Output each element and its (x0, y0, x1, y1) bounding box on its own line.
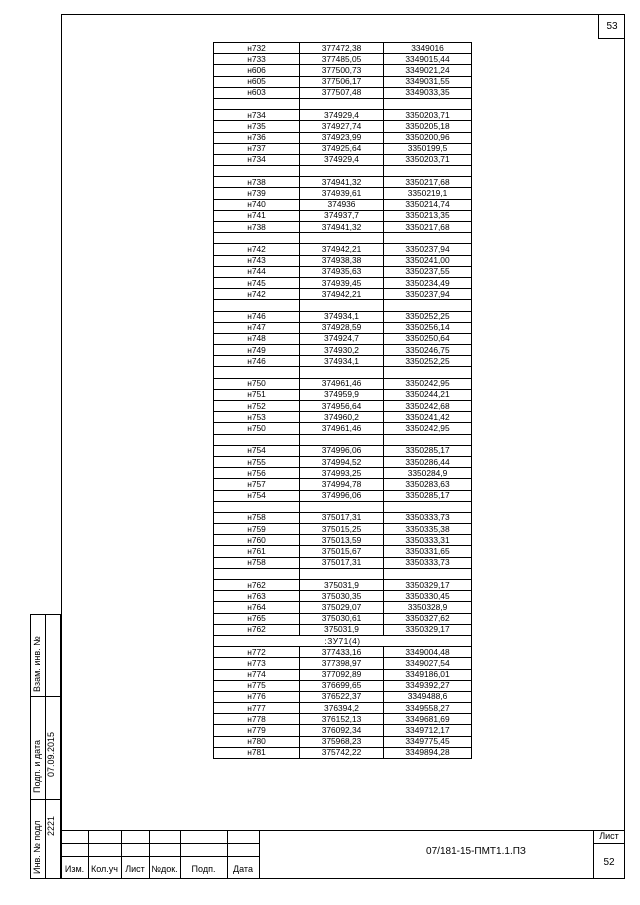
table-row (214, 367, 472, 378)
point-cell: н762 (214, 580, 300, 591)
table-row (214, 143, 472, 154)
point-cell (214, 233, 300, 244)
table-row (214, 501, 472, 512)
x-cell: 374937,7 (300, 210, 384, 221)
vzam-inv-label: Взам. инв. № (32, 636, 42, 692)
table-row (214, 423, 472, 434)
y-cell: 3349016 (384, 43, 472, 54)
x-cell (300, 434, 384, 445)
point-cell: н741 (214, 210, 300, 221)
x-cell (300, 98, 384, 109)
x-cell: 376394,2 (300, 703, 384, 714)
x-cell: 374960,2 (300, 412, 384, 423)
x-cell: 374941,32 (300, 177, 384, 188)
x-cell: 376522,37 (300, 691, 384, 702)
y-cell: 3350200,96 (384, 132, 472, 143)
point-cell (214, 300, 300, 311)
y-cell: 3350213,35 (384, 210, 472, 221)
x-cell (300, 568, 384, 579)
x-cell: 374993,25 (300, 468, 384, 479)
x-cell: 375017,31 (300, 557, 384, 568)
table-row (214, 669, 472, 680)
x-cell: 377398,97 (300, 658, 384, 669)
point-cell: н603 (214, 87, 300, 98)
point-cell: н732 (214, 43, 300, 54)
x-cell: 374959,9 (300, 389, 384, 400)
point-cell: н781 (214, 747, 300, 758)
x-cell (300, 367, 384, 378)
x-cell (300, 166, 384, 177)
table-row (214, 333, 472, 344)
x-cell: 374924,7 (300, 333, 384, 344)
point-cell: н775 (214, 680, 300, 691)
point-cell (214, 166, 300, 177)
x-cell: 374942,21 (300, 244, 384, 255)
y-cell: 3350327,62 (384, 613, 472, 624)
point-cell: н746 (214, 311, 300, 322)
point-cell: н751 (214, 389, 300, 400)
table-row (214, 647, 472, 658)
y-cell (384, 568, 472, 579)
y-cell: 3349021,24 (384, 65, 472, 76)
table-row (214, 401, 472, 412)
x-cell: 374934,1 (300, 356, 384, 367)
x-cell: 374994,78 (300, 479, 384, 490)
x-cell: 374939,61 (300, 188, 384, 199)
point-cell: н738 (214, 177, 300, 188)
podp-label: Подп. (191, 864, 216, 874)
point-cell: н758 (214, 512, 300, 523)
x-cell: 374996,06 (300, 490, 384, 501)
y-cell: 3350219,1 (384, 188, 472, 199)
point-cell: н760 (214, 535, 300, 546)
table-row (214, 311, 472, 322)
x-cell: 375017,31 (300, 512, 384, 523)
point-cell: н742 (214, 244, 300, 255)
document-code: 07/181-15-ПМТ1.1.ПЗ (426, 846, 526, 857)
x-cell: 374928,59 (300, 322, 384, 333)
y-cell: 3350242,68 (384, 401, 472, 412)
coordinates-table (213, 42, 472, 759)
table-row (214, 512, 472, 523)
y-cell: 3349488,6 (384, 691, 472, 702)
table-row (214, 490, 472, 501)
point-cell: н740 (214, 199, 300, 210)
point-cell: н777 (214, 703, 300, 714)
y-cell: 3349033,35 (384, 87, 472, 98)
point-cell: н746 (214, 356, 300, 367)
point-cell: н779 (214, 725, 300, 736)
list-label: Лист (125, 864, 145, 874)
point-cell (214, 434, 300, 445)
point-cell: н744 (214, 266, 300, 277)
title-block (61, 830, 625, 879)
x-cell: 374929,4 (300, 110, 384, 121)
point-cell: н778 (214, 714, 300, 725)
y-cell: 3350333,31 (384, 535, 472, 546)
kol-uch-label: Кол.уч (91, 864, 118, 874)
point-cell: н745 (214, 277, 300, 288)
point-cell: н605 (214, 76, 300, 87)
point-cell: н733 (214, 54, 300, 65)
y-cell (384, 98, 472, 109)
point-cell: н763 (214, 591, 300, 602)
table-row (214, 110, 472, 121)
x-cell: 375015,25 (300, 524, 384, 535)
point-cell: н750 (214, 378, 300, 389)
table-row (214, 714, 472, 725)
table-row (214, 658, 472, 669)
y-cell: 3349004,48 (384, 647, 472, 658)
x-cell: 374961,46 (300, 378, 384, 389)
top-page-number: 53 (598, 14, 625, 39)
point-cell: н750 (214, 423, 300, 434)
section-row (214, 635, 472, 646)
table-row (214, 54, 472, 65)
table-row (214, 289, 472, 300)
table-row (214, 680, 472, 691)
y-cell: 3350217,68 (384, 177, 472, 188)
table-row (214, 535, 472, 546)
x-cell: 377433,16 (300, 647, 384, 658)
x-cell: 375015,67 (300, 546, 384, 557)
table-row (214, 322, 472, 333)
y-cell (384, 434, 472, 445)
x-cell: 374996,06 (300, 445, 384, 456)
podp-data-label: Подп. и дата (32, 739, 42, 793)
point-cell (214, 501, 300, 512)
table-row (214, 568, 472, 579)
y-cell: 3349558,27 (384, 703, 472, 714)
y-cell: 3349015,44 (384, 54, 472, 65)
table-row (214, 199, 472, 210)
table-row (214, 210, 472, 221)
x-cell: 374956,64 (300, 401, 384, 412)
x-cell: 374927,74 (300, 121, 384, 132)
y-cell: 3350329,17 (384, 580, 472, 591)
table-row (214, 244, 472, 255)
side-cell-vzam (31, 615, 60, 697)
x-cell (300, 233, 384, 244)
table-row (214, 591, 472, 602)
table-row (214, 177, 472, 188)
point-cell: н743 (214, 255, 300, 266)
table-row (214, 378, 472, 389)
x-cell: 377472,38 (300, 43, 384, 54)
point-cell (214, 98, 300, 109)
table-row (214, 389, 472, 400)
table-row (214, 266, 472, 277)
side-cell-inv (31, 800, 60, 880)
table-row (214, 255, 472, 266)
point-cell: н755 (214, 456, 300, 467)
point-cell: н735 (214, 121, 300, 132)
x-cell: 375030,61 (300, 613, 384, 624)
point-cell: н758 (214, 557, 300, 568)
y-cell: 3350214,74 (384, 199, 472, 210)
point-cell: н764 (214, 602, 300, 613)
table-row (214, 222, 472, 233)
x-cell: 377092,89 (300, 669, 384, 680)
table-row (214, 691, 472, 702)
point-cell: н761 (214, 546, 300, 557)
table-row (214, 154, 472, 165)
x-cell: 375968,23 (300, 736, 384, 747)
point-cell: н749 (214, 345, 300, 356)
side-stamp (30, 614, 61, 879)
x-cell: 377507,48 (300, 87, 384, 98)
point-cell: н772 (214, 647, 300, 658)
x-cell: 374961,46 (300, 423, 384, 434)
table-row (214, 736, 472, 747)
y-cell: 3350199,5 (384, 143, 472, 154)
y-cell (384, 300, 472, 311)
x-cell: 374941,32 (300, 222, 384, 233)
table-row (214, 624, 472, 635)
y-cell: 3350283,63 (384, 479, 472, 490)
point-cell: н773 (214, 658, 300, 669)
x-cell: 377506,17 (300, 76, 384, 87)
x-cell: 375030,35 (300, 591, 384, 602)
table-row (214, 602, 472, 613)
x-cell: 374938,38 (300, 255, 384, 266)
x-cell: 375029,07 (300, 602, 384, 613)
point-cell (214, 367, 300, 378)
y-cell: 3350237,94 (384, 289, 472, 300)
table-row (214, 703, 472, 714)
x-cell: 374929,4 (300, 154, 384, 165)
table-row (214, 233, 472, 244)
table-row (214, 412, 472, 423)
table-row (214, 98, 472, 109)
point-cell: н606 (214, 65, 300, 76)
point-cell: н759 (214, 524, 300, 535)
x-cell (300, 300, 384, 311)
table-row (214, 43, 472, 54)
table-row (214, 524, 472, 535)
y-cell: 3350242,95 (384, 378, 472, 389)
y-cell: 3350331,65 (384, 546, 472, 557)
sheet-number: 52 (603, 857, 615, 868)
table-row (214, 166, 472, 177)
x-cell: 374934,1 (300, 311, 384, 322)
y-cell: 3350335,38 (384, 524, 472, 535)
point-cell: н736 (214, 132, 300, 143)
x-cell: 375013,59 (300, 535, 384, 546)
y-cell: 3350329,17 (384, 624, 472, 635)
point-cell: н739 (214, 188, 300, 199)
inv-value: 2221 (46, 815, 56, 836)
inv-podl-label: Инв. № подл (32, 820, 42, 874)
table-row (214, 725, 472, 736)
point-cell: н754 (214, 490, 300, 501)
table-row (214, 468, 472, 479)
y-cell: 3350246,75 (384, 345, 472, 356)
point-cell: н776 (214, 691, 300, 702)
x-cell: 374942,21 (300, 289, 384, 300)
y-cell (384, 166, 472, 177)
table-row (214, 580, 472, 591)
table-row (214, 87, 472, 98)
y-cell: 3349186,01 (384, 669, 472, 680)
table-row (214, 613, 472, 624)
n-dok-label: №док. (151, 864, 178, 874)
x-cell: 376699,65 (300, 680, 384, 691)
table-row (214, 479, 472, 490)
y-cell: 3350241,42 (384, 412, 472, 423)
point-cell: н762 (214, 624, 300, 635)
table-row (214, 445, 472, 456)
point-cell: н748 (214, 333, 300, 344)
table-row (214, 356, 472, 367)
y-cell: 3350333,73 (384, 557, 472, 568)
point-cell: н738 (214, 222, 300, 233)
point-cell: н737 (214, 143, 300, 154)
y-cell (384, 367, 472, 378)
table-row (214, 121, 472, 132)
point-cell: н765 (214, 613, 300, 624)
x-cell: 374939,45 (300, 277, 384, 288)
table-row (214, 188, 472, 199)
point-cell: н752 (214, 401, 300, 412)
x-cell: 374936 (300, 199, 384, 210)
table-row (214, 76, 472, 87)
y-cell: 3350285,17 (384, 490, 472, 501)
point-cell: н757 (214, 479, 300, 490)
y-cell: 3350330,45 (384, 591, 472, 602)
y-cell: 3350203,71 (384, 110, 472, 121)
sheet-label: Лист (599, 831, 619, 841)
point-cell: н753 (214, 412, 300, 423)
point-cell: н734 (214, 154, 300, 165)
x-cell: 375742,22 (300, 747, 384, 758)
y-cell: 3349712,17 (384, 725, 472, 736)
point-cell: н756 (214, 468, 300, 479)
y-cell: 3350242,95 (384, 423, 472, 434)
y-cell: 3350203,71 (384, 154, 472, 165)
x-cell: 374923,99 (300, 132, 384, 143)
table-row (214, 747, 472, 758)
y-cell: 3350250,64 (384, 333, 472, 344)
x-cell: 374925,64 (300, 143, 384, 154)
table-row (214, 546, 472, 557)
y-cell: 3350241,00 (384, 255, 472, 266)
y-cell: 3350237,55 (384, 266, 472, 277)
y-cell: 3350328,9 (384, 602, 472, 613)
y-cell: 3350244,21 (384, 389, 472, 400)
x-cell: 374930,2 (300, 345, 384, 356)
point-cell: н742 (214, 289, 300, 300)
point-cell: н774 (214, 669, 300, 680)
y-cell: 3350284,9 (384, 468, 472, 479)
y-cell (384, 501, 472, 512)
section-label: :ЗУ71(4) (214, 635, 472, 646)
y-cell: 3350286,44 (384, 456, 472, 467)
table-row (214, 557, 472, 568)
x-cell: 374994,52 (300, 456, 384, 467)
y-cell: 3349775,45 (384, 736, 472, 747)
x-cell: 377500,73 (300, 65, 384, 76)
table-row (214, 277, 472, 288)
y-cell: 3350234,49 (384, 277, 472, 288)
izm-label: Изм. (64, 864, 85, 874)
y-cell: 3350285,17 (384, 445, 472, 456)
point-cell (214, 568, 300, 579)
table-row (214, 132, 472, 143)
x-cell: 375031,9 (300, 624, 384, 635)
x-cell: 376152,13 (300, 714, 384, 725)
table-row (214, 345, 472, 356)
x-cell: 376092,34 (300, 725, 384, 736)
point-cell: н747 (214, 322, 300, 333)
y-cell: 3349392,27 (384, 680, 472, 691)
x-cell: 375031,9 (300, 580, 384, 591)
side-cell-podp (31, 697, 60, 800)
y-cell: 3349031,55 (384, 76, 472, 87)
x-cell (300, 501, 384, 512)
y-cell: 3349027,54 (384, 658, 472, 669)
x-cell: 377485,05 (300, 54, 384, 65)
y-cell: 3350252,25 (384, 356, 472, 367)
y-cell: 3350205,18 (384, 121, 472, 132)
date-value: 07.09.2015 (46, 731, 56, 777)
point-cell: н780 (214, 736, 300, 747)
table-row (214, 434, 472, 445)
y-cell: 3349681,69 (384, 714, 472, 725)
x-cell: 374935,63 (300, 266, 384, 277)
y-cell: 3350256,14 (384, 322, 472, 333)
y-cell: 3349894,28 (384, 747, 472, 758)
table-row (214, 456, 472, 467)
point-cell: н734 (214, 110, 300, 121)
y-cell: 3350217,68 (384, 222, 472, 233)
table-row (214, 300, 472, 311)
point-cell: н754 (214, 445, 300, 456)
y-cell: 3350333,73 (384, 512, 472, 523)
y-cell: 3350237,94 (384, 244, 472, 255)
data-label: Дата (233, 864, 253, 874)
y-cell: 3350252,25 (384, 311, 472, 322)
table-row (214, 65, 472, 76)
y-cell (384, 233, 472, 244)
